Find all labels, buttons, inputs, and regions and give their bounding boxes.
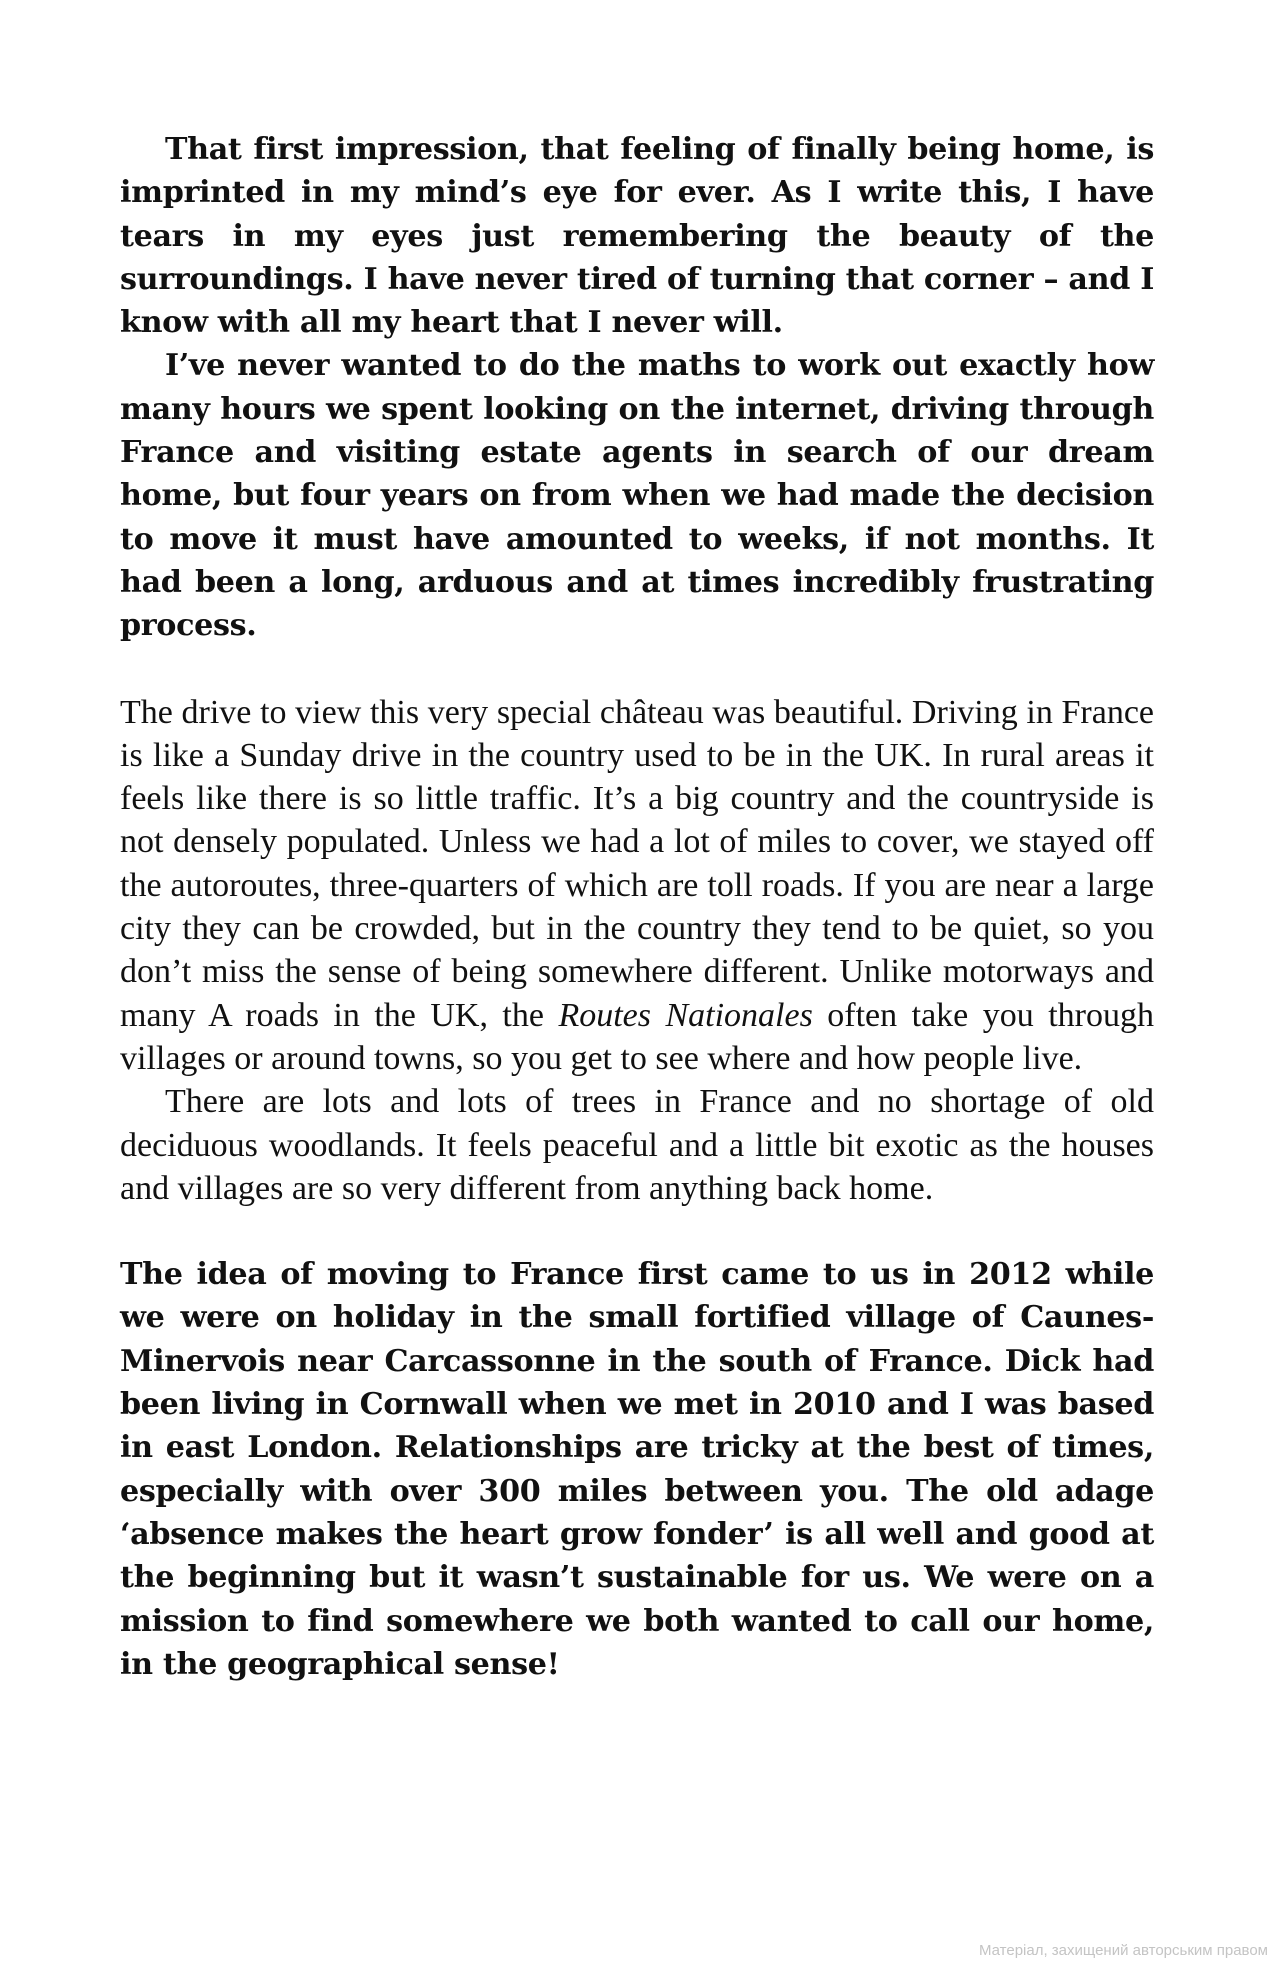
italic-routes-nationales: Routes Nationales — [558, 996, 813, 1034]
paragraph-house-search: I’ve never wanted to do the maths to work out exactly how many hours we spent looking on the internet, driving through France and visiting estate agents in search of our dream home, but four years on from when we had made the decision to move it must have amounted to weeks, if not months. It had been a long, arduous and at times incredibly frustrating process. — [120, 348, 1154, 644]
drive-text-end: often take you through villages or around towns, so you get to see where and how people live. — [120, 996, 1154, 1077]
paragraph-trees-in-france: There are lots and lots of trees in France and no shortage of old deciduous woodlands. It feels peaceful and a little bit exotic as the houses and villages are so very different from anything back home. — [120, 1083, 1154, 1207]
drive-text-start: The drive to view this very special château was beautiful. Driving in France is like a Sunday drive in the country used to be in the UK. In rural areas it feels like there is so little traffic. It’s a big country and the countryside is not densely populated. Unless we had a lot of miles to cover, we stayed off the autoroutes, three-quarters of which are toll roads. If you are near a large city they can be crowded, but in the country they tend to be quiet, so you don’t miss the sense of being somewhere different. Unlike motorways and many A roads in the UK, the — [120, 693, 1154, 1034]
book-page-body — [120, 128, 1154, 1686]
paragraph-first-impression: That first impression, that feeling of finally being home, is imprinted in my mind’s eye for ever. As I write this, I have tears in my eyes just remembering the beauty of the surroundings. I have never tired of turning that corner – and I know with all my heart that I never will. — [120, 132, 1154, 341]
paragraph-moving-idea: The idea of moving to France first came to us in 2012 while we were on holiday in the small fortified village of Caunes-Minervois near Carcassonne in the south of France. Dick had been living in Cornwall when we met in 2010 and I was based in east London. Relationships are tricky at the best of times, especially with over 300 miles between you. The old adage ‘absence makes the heart grow fonder’ is all well and good at the beginning but it wasn’t sustainable for us. We were on a mission to find somewhere we both wanted to call our home, in the geographical sense! — [120, 1257, 1154, 1682]
copyright-watermark: Матеріал, захищений авторським правом — [978, 1942, 1268, 1959]
paragraph-drive-to-chateau — [120, 691, 1154, 1081]
